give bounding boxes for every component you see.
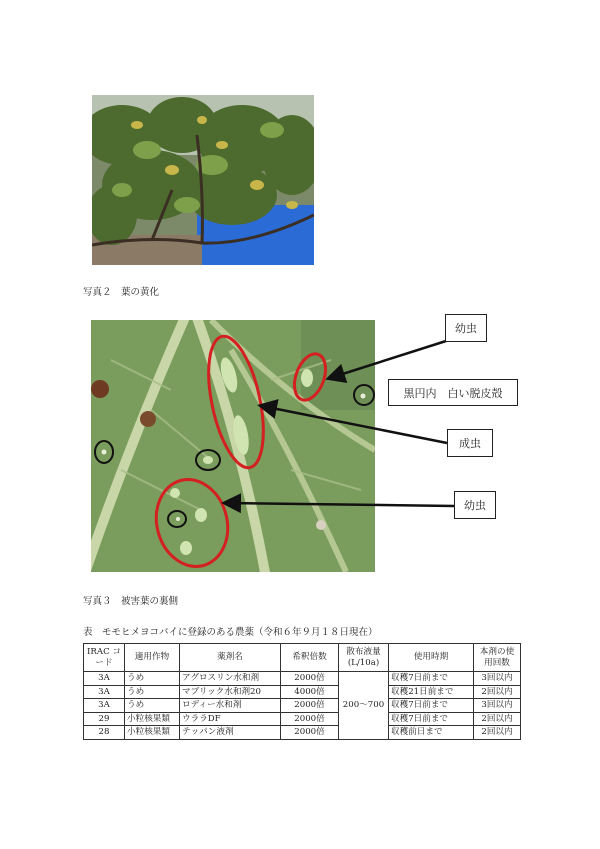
table-row xyxy=(84,699,521,713)
cell-irac: 28 xyxy=(84,726,125,740)
cell-count: 2回以内 xyxy=(474,726,521,740)
callout-molt-shell-note: 黒円内 白い脱皮殻 xyxy=(388,379,518,406)
cell-agent: アグロスリン水和剤 xyxy=(180,672,281,686)
cell-irac: 29 xyxy=(84,712,125,726)
header-count: 本剤の使 用回数 xyxy=(474,644,521,672)
cell-agent: テッパン液剤 xyxy=(180,726,281,740)
cell-crop: うめ xyxy=(125,699,180,713)
photo3-caption: 写真３ 被害葉の裏側 xyxy=(83,596,179,607)
cell-dilution: 2000倍 xyxy=(281,726,339,740)
photo-leaf-yellowing xyxy=(92,95,314,265)
table-title: 表 モモヒメヨコバイに登録のある農薬（令和６年９月１８日現在） xyxy=(83,627,378,638)
photo2-caption: 写真２ 葉の黄化 xyxy=(83,287,160,298)
callout-nymph-top: 幼虫 xyxy=(445,314,487,342)
cell-count: 2回以内 xyxy=(474,712,521,726)
cell-count: 2回以内 xyxy=(474,685,521,699)
pesticide-table xyxy=(83,643,521,740)
cell-timing: 収穫前日まで xyxy=(389,726,474,740)
table-row xyxy=(84,685,521,699)
cell-crop: うめ xyxy=(125,672,180,686)
header-timing: 使用時期 xyxy=(389,644,474,672)
cell-timing: 収穫7日前まで xyxy=(389,672,474,686)
header-crop: 適用作物 xyxy=(125,644,180,672)
cell-dilution: 4000倍 xyxy=(281,685,339,699)
header-dilution: 希釈倍数 xyxy=(281,644,339,672)
header-irac: IRAC コード xyxy=(84,644,125,672)
cell-agent: マブリック水和剤20 xyxy=(180,685,281,699)
cell-agent: ウララDF xyxy=(180,712,281,726)
cell-crop: 小粒核果類 xyxy=(125,712,180,726)
cell-crop: うめ xyxy=(125,685,180,699)
cell-dilution: 2000倍 xyxy=(281,672,339,686)
cell-irac: 3A xyxy=(84,699,125,713)
cell-count: 3回以内 xyxy=(474,672,521,686)
cell-volume-shared: 200～700 xyxy=(339,672,389,740)
header-volume: 散布液量 (L/10a) xyxy=(339,644,389,672)
cell-timing: 収穫21日前まで xyxy=(389,685,474,699)
table-row xyxy=(84,726,521,740)
cell-dilution: 2000倍 xyxy=(281,712,339,726)
cell-agent: ロディー水和剤 xyxy=(180,699,281,713)
cell-dilution: 2000倍 xyxy=(281,699,339,713)
cell-irac: 3A xyxy=(84,672,125,686)
table-row xyxy=(84,712,521,726)
cell-timing: 収穫7日前まで xyxy=(389,699,474,713)
cell-crop: 小粒核果類 xyxy=(125,726,180,740)
header-agent: 薬剤名 xyxy=(180,644,281,672)
cell-irac: 3A xyxy=(84,685,125,699)
photo-leaf-underside xyxy=(91,320,375,572)
callout-adult: 成虫 xyxy=(447,429,493,457)
callout-nymph-bottom: 幼虫 xyxy=(454,491,496,519)
cell-count: 3回以内 xyxy=(474,699,521,713)
cell-timing: 収穫7日前まで xyxy=(389,712,474,726)
table-header-row xyxy=(84,644,521,672)
table-row xyxy=(84,672,521,686)
